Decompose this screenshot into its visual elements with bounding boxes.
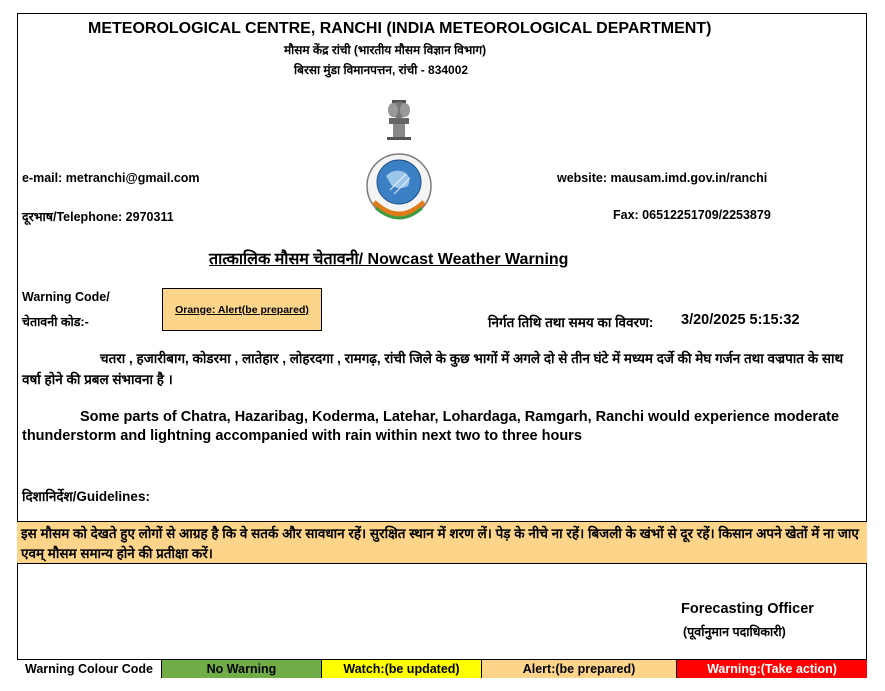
warning-message-hindi: चतरा , हजारीबाग, कोडरमा , लातेहार , लोहरदगा , रामगढ़, रांची जिले के कुछ भागों में अगले दो से तीन घंटे में मध्यम दर्जे की मेघ गर्जन तथा वज्रपात के साथ वर्षा होने की प्रबल संभावना है । xyxy=(22,351,844,387)
document-frame xyxy=(17,13,867,678)
legend-item-watch: Watch:(be updated) xyxy=(322,660,482,678)
contact-fax: Fax: 06512251709/2253879 xyxy=(613,208,771,222)
warning-colour-legend xyxy=(17,659,867,678)
header-address-hi: बिरसा मुंडा विमानपत्तन, रांची - 834002 xyxy=(294,63,469,77)
forecasting-officer-hi: (पूर्वानुमान पदाधिकारी) xyxy=(683,625,786,639)
issue-datetime-value: 3/20/2025 5:15:32 xyxy=(681,312,800,328)
contact-telephone: दूरभाष/Telephone: 2970311 xyxy=(22,210,174,224)
warning-code-label-hi: चेतावनी कोड:- xyxy=(22,315,89,329)
national-emblem-icon xyxy=(387,100,411,140)
guidelines-label: दिशानिर्देश/Guidelines: xyxy=(22,489,150,504)
header-title-hi: मौसम केंद्र रांची (भारतीय मौसम विज्ञान विभाग) xyxy=(284,43,487,57)
legend-item-warning: Warning:(Take action) xyxy=(677,660,867,678)
issue-datetime-label: निर्गत तिथि तथा समय का विवरण: xyxy=(488,315,654,330)
contact-email: e-mail: metranchi@gmail.com xyxy=(22,171,200,185)
legend-label: Warning Colour Code xyxy=(17,660,162,678)
warning-message-english: Some parts of Chatra, Hazaribag, Koderma, Latehar, Lohardaga, Ramgarh, Ranchi would experience moderate thunderstorm and lightning accompanied with rain within next two to three hours xyxy=(22,409,840,444)
warning-code-badge: Orange: Alert(be prepared) xyxy=(162,288,322,331)
forecasting-officer-en: Forecasting Officer xyxy=(681,601,814,617)
imd-emblem-logo xyxy=(356,98,442,224)
contact-website: website: mausam.imd.gov.in/ranchi xyxy=(557,171,768,185)
legend-item-alert: Alert:(be prepared) xyxy=(482,660,677,678)
guidelines-text: इस मौसम को देखते हुए लोगों से आग्रह है कि वे सतर्क और सावधान रहें। सुरक्षित स्थान में शरण लें। पेड़ के नीचे ना रहें। बिजली के खंभों से दूर रहें। किसान अपने खेतों में ना जाए एवम् मौसम समान्य होने की प्रतीक्षा करें। xyxy=(17,521,867,564)
legend-item-no-warning: No Warning xyxy=(162,660,322,678)
imd-globe-icon xyxy=(367,154,431,218)
header-title-en: METEOROLOGICAL CENTRE, RANCHI (INDIA METEOROLOGICAL DEPARTMENT) xyxy=(88,20,712,37)
page-title: तात्कालिक मौसम चेतावनी/ Nowcast Weather Warning xyxy=(209,251,569,268)
warning-code-label-en: Warning Code/ xyxy=(22,290,110,304)
